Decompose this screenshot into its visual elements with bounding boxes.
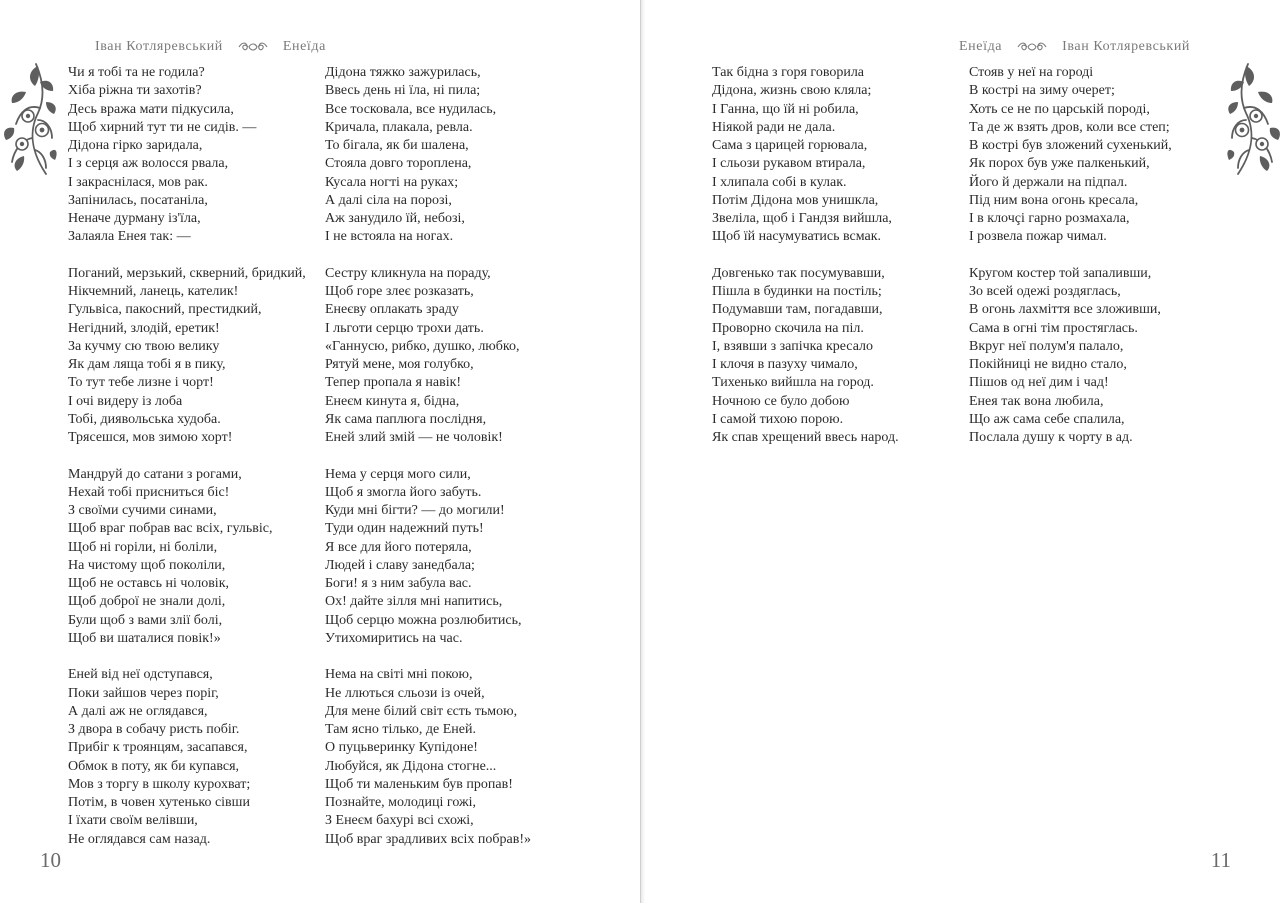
verse-line: Залаяла Енея так: — [68, 229, 191, 245]
verse-line: Довгенько так посумувавши, [712, 265, 885, 281]
verse-line: Нехай тобі присниться біс! [68, 484, 230, 500]
verse-line: Вкруг неї полум'я палало, [969, 338, 1124, 354]
verse-line: Тихенько вийшла на город. [712, 375, 874, 391]
verse-line: Так бідна з горя говорила [712, 65, 865, 80]
verse-line: То тут тебе лизне і чорт! [68, 375, 214, 391]
verse-line: Нема у серця мого сили, [325, 466, 471, 482]
verse-line: Пішла в будинки на постіль; [712, 284, 882, 299]
verse-line: Утихомиритись на час. [325, 630, 463, 646]
verse-line: В кострі на зиму очерет; [969, 83, 1115, 99]
verse-line: В огонь лахміття все зложивши, [969, 302, 1161, 318]
page-number: 11 [1210, 848, 1231, 872]
verse-line: Там ясно тілько, де Еней. [325, 722, 476, 737]
page-number: 10 [40, 848, 61, 872]
verse-line: Запінилась, посатаніла, [68, 192, 208, 208]
verse-line: О пуцьверинку Купідоне! [325, 740, 478, 756]
verse-line: Поки зайшов через поріг, [68, 685, 219, 701]
verse-line: А далі аж не оглядався, [68, 703, 208, 719]
stanza [325, 666, 531, 849]
verse-line: Куди мні бігти? — до могили! [325, 503, 505, 518]
verse-line: Ввесь день ні їла, ні пила; [325, 83, 481, 99]
verse-line: Енея так вона любила, [969, 393, 1104, 409]
verse-line: Туди один надежний путь! [325, 521, 484, 537]
verse-line: Стояв у неї на городі [969, 65, 1094, 80]
verse-line: Як дам ляща тобі я в пику, [68, 357, 226, 372]
verse-line: З Енеєм бахурі всі схожі, [325, 813, 474, 829]
running-head [95, 39, 326, 55]
verse-line: Мов з торгу в школу курохват; [68, 776, 251, 792]
verse-line: І сльози рукавом втирала, [712, 156, 866, 172]
verse-line: То бігала, як би шалена, [325, 138, 469, 153]
verse-line: Енеєву оплакать зраду [325, 302, 459, 318]
verse-line: Поганий, мерзький, скверний, бридкий, [68, 265, 306, 281]
stanza [68, 466, 306, 649]
verse-line: Нікчемний, ланець, кателик! [68, 284, 239, 299]
floral-ornament-icon [1226, 58, 1282, 176]
verse-line: Звеліла, щоб і Гандзя вийшла, [712, 211, 892, 226]
verse-line: Послала душу к чорту в ад. [969, 430, 1133, 445]
stanza [712, 64, 899, 247]
verse-line: І хлипала собі в кулак. [712, 174, 847, 190]
verse-line: І в клочçі гарно розмахала, [969, 211, 1130, 226]
verse-line: Щоб доброї не знали долі, [68, 594, 226, 610]
header-title: Енеїда [282, 39, 326, 54]
verse-line: І з серця аж волосся рвала, [68, 156, 229, 172]
verse-line: Ночною се було добою [712, 393, 850, 409]
header-author: Іван Котляревський [1062, 39, 1190, 54]
poem-column-right [325, 64, 531, 849]
verse-line: Пішов од неї дим і чад! [969, 375, 1109, 391]
verse-line: І льготи серцю трохи дать. [325, 320, 484, 336]
header-title: Енеїда [959, 39, 1003, 54]
verse-line: Щоб горе злеє розказать, [325, 284, 474, 299]
verse-line: Щоб враг побрав вас всіх, гульвіс, [68, 521, 273, 537]
verse-line: Хоть се не по царській породі, [969, 101, 1150, 117]
poem-column-right [969, 64, 1172, 447]
verse-line: Гульвіса, пакосний, престидкий, [68, 302, 262, 318]
verse-line: За кучму сю твою велику [68, 338, 220, 354]
verse-line: З двора в собачу ристь побіг. [68, 722, 240, 737]
verse-line: Потім Дідона мов унишкла, [712, 192, 879, 208]
verse-line: На чистому щоб поколіли, [68, 557, 226, 573]
verse-line: Кругом костер той запаливши, [969, 265, 1152, 281]
verse-line: Аж занудило їй, небозі, [325, 211, 465, 226]
verse-line: Боги! я з ним забула вас. [325, 576, 472, 591]
verse-line: Щоб я змогла його забуть. [325, 484, 482, 500]
verse-line: Щоб ти маленьким був пропав! [325, 776, 513, 792]
stanza [68, 64, 306, 247]
verse-line: Та де ж взять дров, коли все степ; [969, 119, 1170, 135]
verse-line: Познайте, молодиці гожі, [325, 795, 477, 810]
verse-line: Ніякой ради не дала. [712, 119, 836, 135]
verse-line: А далі сіла на порозі, [325, 192, 452, 208]
verse-line: Щоб враг зрадливих всіх побрав!» [325, 831, 531, 847]
verse-line: Кричала, плакала, ревла. [325, 119, 473, 135]
verse-line: І розвела пожар чимал. [969, 229, 1107, 245]
verse-line: Сама в огні тім простяглась. [969, 320, 1138, 336]
verse-line: В кострі був зложений сухенький, [969, 138, 1172, 153]
verse-line: Негідний, злодій, еретик! [68, 320, 220, 336]
stanza [969, 64, 1172, 247]
verse-line: Дідона, жизнь свою кляла; [712, 83, 872, 99]
verse-line: Сестру кликнула на пораду, [325, 265, 491, 281]
verse-line: Прибіг к троянцям, засапався, [68, 740, 248, 756]
header-author: Іван Котляревський [95, 39, 223, 54]
verse-line: Були щоб з вами злії болі, [68, 612, 223, 628]
verse-line: Щоб ні горіли, ні боліли, [68, 539, 218, 555]
verse-line: З своїми сучими синами, [68, 503, 217, 518]
verse-line: Не ллються сльози із очей, [325, 685, 485, 701]
stanza [325, 265, 531, 448]
poem-column-left [68, 64, 306, 849]
verse-line: Обмок в поту, як би купався, [68, 758, 240, 774]
verse-line: Трясешся, мов зимою хорт! [68, 430, 233, 445]
verse-line: Еней від неї одступався, [68, 667, 213, 683]
verse-line: Сама з царицей горювала, [712, 138, 868, 153]
verse-line: Ох! дайте зілля мні напитись, [325, 594, 503, 610]
verse-line: Зо всей одежі роздяглась, [969, 284, 1121, 299]
verse-line: Дідона гірко заридала, [68, 138, 203, 153]
stanza [325, 466, 531, 649]
verse-line: Неначе дурману із'їла, [68, 211, 201, 226]
running-head [959, 39, 1190, 55]
verse-line: Потім, в човен хутенько сівши [68, 795, 250, 810]
verse-line: Покійниці не видно стало, [969, 357, 1127, 372]
verse-line: Тобі, диявольська худоба. [68, 411, 221, 427]
verse-line: Кусала ногті на руках; [325, 174, 459, 190]
poem-column-left [712, 64, 899, 447]
verse-line: Еней злий змій — не чоловік! [325, 430, 503, 445]
verse-line: Чи я тобі та не годила? [68, 65, 205, 80]
verse-line: І закраснілася, мов рак. [68, 174, 208, 190]
verse-line: Рятуй мене, моя голубко, [325, 357, 474, 372]
stanza [712, 265, 899, 448]
verse-line: Тепер пропала я навік! [325, 375, 462, 391]
stanza [969, 265, 1172, 448]
verse-line: Енеєм кинута я, бідна, [325, 393, 460, 409]
verse-line: Під ним вона огонь кресала, [969, 192, 1139, 208]
verse-line: Щоб серцю можна розлюбитись, [325, 612, 522, 628]
verse-line: Щоб не остaвсь ні чоловік, [68, 576, 229, 591]
scroll-flourish-icon [237, 41, 269, 53]
verse-line: І, взявши з запічка кресало [712, 338, 874, 354]
verse-line: І клочя в пазуху чимало, [712, 357, 858, 372]
stanza [68, 666, 306, 849]
verse-line: Любуйся, як Дідона стогне... [325, 758, 497, 774]
verse-line: І самой тихою порою. [712, 411, 844, 427]
left-page [0, 0, 639, 903]
stanza [68, 265, 306, 448]
verse-line: Як спав хрещений ввесь народ. [712, 430, 899, 445]
verse-line: Для мене білий світ єсть тьмою, [325, 703, 518, 719]
verse-line: «Ганнусю, рибко, душко, любко, [325, 338, 520, 354]
verse-line: Нема на світі мні покою, [325, 667, 473, 683]
verse-line: І не встояла на ногах. [325, 229, 454, 245]
verse-line: Я все для його потеряла, [325, 539, 472, 555]
verse-line: Все тосковала, все нудилась, [325, 101, 497, 117]
verse-line: Щоб хирний тут ти не сидів. — [68, 119, 257, 135]
verse-line: Стояла довго тороплена, [325, 156, 472, 172]
verse-line: Щоб їй насумуватись всмак. [712, 229, 882, 245]
verse-line: Дідона тяжко зажурилась, [325, 65, 481, 80]
verse-line: Хіба ріжна ти захотів? [68, 83, 202, 99]
verse-line: Проворно скочила на піл. [712, 320, 864, 336]
right-page [645, 0, 1284, 903]
verse-line: Десь вража мати підкусила, [68, 101, 234, 117]
verse-line: І очі видеру із лоба [68, 393, 183, 409]
verse-line: Його й держали на підпал. [969, 174, 1128, 190]
verse-line: Людей і славу занедбала; [325, 557, 475, 573]
verse-line: Що аж сама себе спалила, [969, 411, 1125, 427]
stanza [325, 64, 531, 247]
verse-line: Подумавши там, погадавши, [712, 302, 883, 318]
verse-line: І їхати своїм велівши, [68, 813, 198, 829]
verse-line: Щоб ви шаталися повік!» [68, 630, 221, 646]
floral-ornament-icon [2, 58, 58, 176]
verse-line: Як сама паплюга послідня, [325, 411, 487, 427]
verse-line: Не оглядався сам назад. [68, 831, 211, 847]
verse-line: І Ганна, що їй ні робила, [712, 101, 859, 117]
scroll-flourish-icon [1016, 41, 1048, 53]
verse-line: Як порох був уже палкенький, [969, 156, 1150, 172]
verse-line: Мандруй до сатани з рогами, [68, 466, 242, 482]
